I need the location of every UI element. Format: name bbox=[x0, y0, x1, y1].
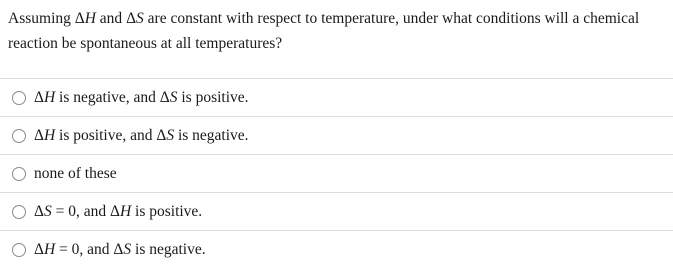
answer-option-5[interactable] bbox=[0, 230, 673, 268]
radio-button[interactable] bbox=[12, 205, 26, 219]
answer-options bbox=[0, 78, 673, 268]
answer-option-1[interactable] bbox=[0, 78, 673, 116]
answer-option-2[interactable] bbox=[0, 116, 673, 154]
answer-option-4[interactable] bbox=[0, 192, 673, 230]
option-label: ΔH is negative, and ΔS is positive. bbox=[34, 88, 249, 106]
answer-option-3[interactable] bbox=[0, 154, 673, 192]
option-label: ΔH = 0, and ΔS is negative. bbox=[34, 240, 206, 258]
radio-button[interactable] bbox=[12, 91, 26, 105]
question-part2: are constant with respect to temperature, under what conditions will a chemical reaction be spontaneous at all temperatures? bbox=[8, 10, 640, 52]
option-label: none of these bbox=[34, 164, 117, 182]
radio-button[interactable] bbox=[12, 243, 26, 257]
delta-h-symbol: ΔH bbox=[74, 10, 96, 27]
radio-button[interactable] bbox=[12, 129, 26, 143]
option-label: ΔH is positive, and ΔS is negative. bbox=[34, 126, 249, 144]
radio-button[interactable] bbox=[12, 167, 26, 181]
delta-s-symbol: ΔS bbox=[126, 10, 144, 27]
question-and: and bbox=[95, 10, 127, 27]
question-text bbox=[8, 6, 668, 56]
question-part1: Assuming bbox=[8, 10, 75, 27]
option-label: ΔS = 0, and ΔH is positive. bbox=[34, 202, 203, 220]
